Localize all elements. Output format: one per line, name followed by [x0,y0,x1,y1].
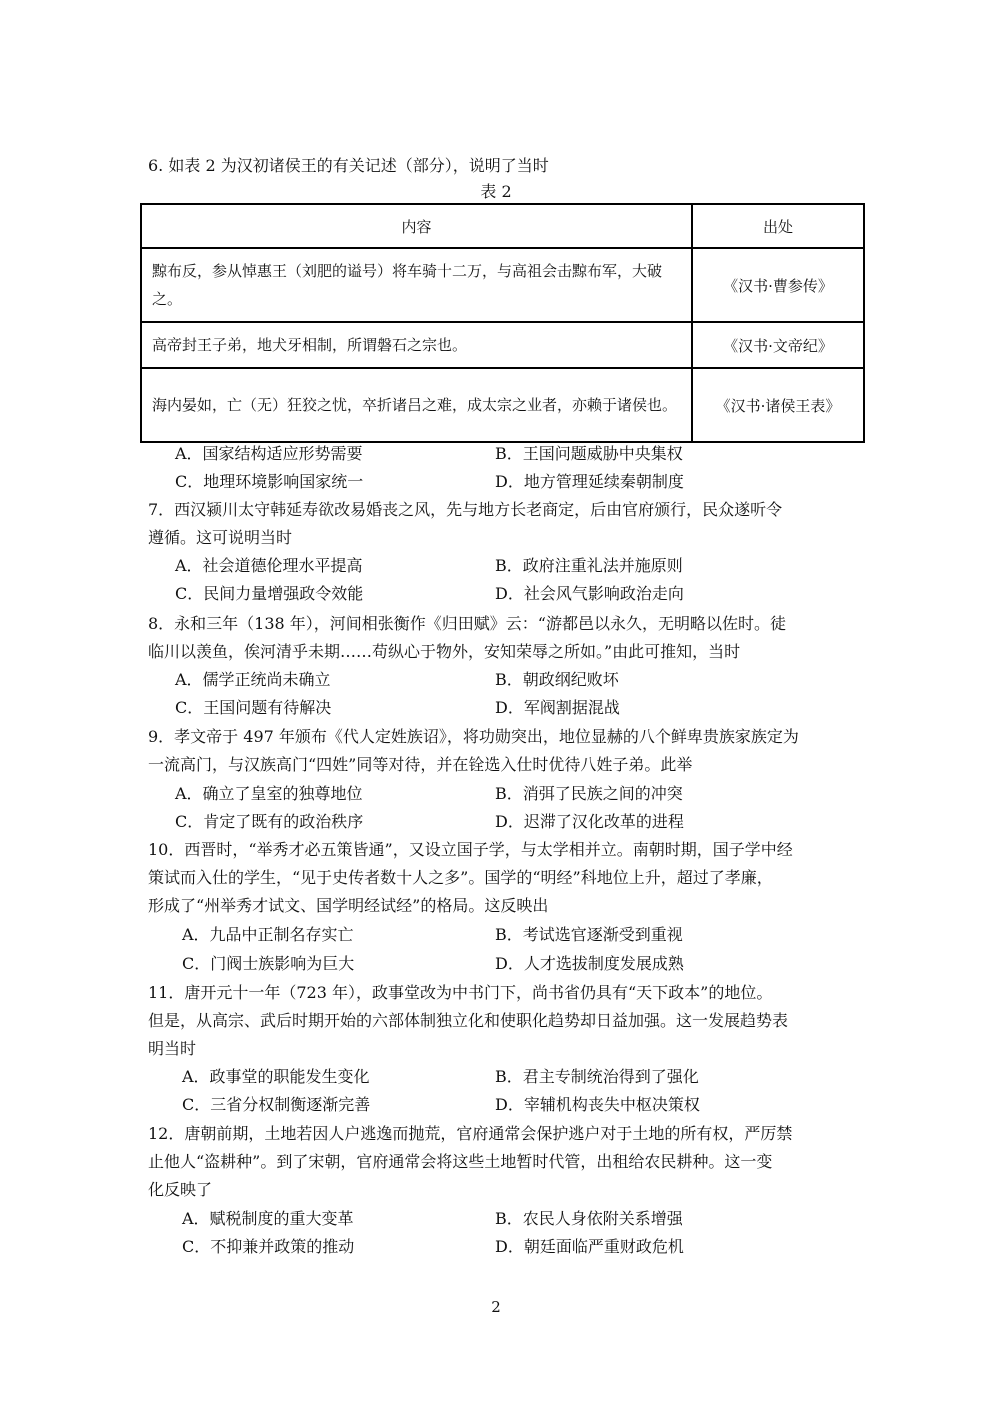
q8-option-b: B．朝政纲纪败坏 [495,670,619,689]
table-cell-source: 《汉书·曹参传》 [692,248,864,322]
q8-line-1: 8．永和三年（138 年），河间相张衡作《归田赋》云：“游都邑以永久，无明略以佐时。徒 [148,614,786,633]
q7-option-b: B．政府注重礼法并施原则 [495,556,683,575]
table-caption: 表 2 [480,182,512,201]
table-cell-content: 高帝封王子弟，地犬牙相制，所谓磐石之宗也。 [141,322,692,368]
q10-line-2: 策试而入仕的学生，“见于史传者数十人之多”。国学的“明经”科地位上升，超过了孝廉， [148,868,773,887]
q6-option-d: D．地方管理延续秦朝制度 [495,472,684,491]
table-cell-source: 《汉书·文帝纪》 [692,322,864,368]
table-cell-content: 海内晏如，亡（无）狂狡之忧，卒折诸吕之难，成太宗之业者，亦赖于诸侯也。 [141,368,692,442]
q11-line-2: 但是，从高宗、武后时期开始的六部体制独立化和使职化趋势却日益加强。这一发展趋势表 [148,1011,789,1030]
q6-option-b: B．王国问题威胁中央集权 [495,444,683,463]
q7-line-1: 7．西汉颍川太守韩延寿欲改易婚丧之风，先与地方长老商定，后由官府颁行，民众遂听令 [148,500,783,519]
q12-option-d: D．朝廷面临严重财政危机 [495,1237,684,1256]
q9-option-d: D．迟滞了汉化改革的进程 [495,812,684,831]
q7-option-a: A．社会道德伦理水平提高 [175,556,363,575]
table-header-content: 内容 [141,204,692,248]
q6-stem: 6. 如表 2 为汉初诸侯王的有关记述（部分），说明了当时 [148,156,549,175]
q8-option-d: D．军阀割据混战 [495,698,620,717]
q9-option-b: B．消弭了民族之间的冲突 [495,784,683,803]
q11-option-a: A．政事堂的职能发生变化 [182,1067,370,1086]
q11-line-1: 11．唐开元十一年（723 年），政事堂改为中书门下，尚书省仍具有“天下政本”的地位。 [148,983,773,1002]
q12-option-a: A．赋税制度的重大变革 [182,1209,354,1228]
q7-option-c: C．民间力量增强政令效能 [175,584,364,603]
table-row [141,322,864,368]
q9-option-c: C．肯定了既有的政治秩序 [175,812,364,831]
q10-option-d: D．人才选拔制度发展成熟 [495,954,684,973]
table-cell-source: 《汉书·诸侯王表》 [692,368,864,442]
q11-line-3: 明当时 [148,1039,197,1058]
q12-line-1: 12．唐朝前期，土地若因人户逃逸而抛荒，官府通常会保护逃户对于土地的所有权，严厉禁 [148,1124,793,1143]
q8-line-2: 临川以羡鱼，俟河清乎未期……苟纵心于物外，安知荣辱之所如。”由此可推知，当时 [148,642,741,661]
q6-option-a: A．国家结构适应形势需要 [175,444,363,463]
q12-option-b: B．农民人身依附关系增强 [495,1209,683,1228]
table-header-source: 出处 [692,204,864,248]
q10-line-3: 形成了“州举秀才试文、国学明经试经”的格局。这反映出 [148,896,549,915]
q8-option-a: A．儒学正统尚未确立 [175,670,331,689]
q9-line-2: 一流高门，与汉族高门“四姓”同等对待，并在铨选入仕时优待八姓子弟。此举 [148,755,693,774]
q10-line-1: 10．西晋时，“举秀才必五策皆通”，又设立国子学，与太学相并立。南朝时期，国子学中经 [148,840,793,859]
q11-option-d: D．宰辅机构丧失中枢决策权 [495,1095,700,1114]
q10-option-c: C．门阀士族影响为巨大 [182,954,355,973]
q7-line-2: 遵循。这可说明当时 [148,528,293,547]
q11-option-b: B．君主专制统治得到了强化 [495,1067,699,1086]
q6-option-c: C．地理环境影响国家统一 [175,472,364,491]
q12-option-c: C．不抑兼并政策的推动 [182,1237,355,1256]
table-row [141,368,864,442]
page-number: 2 [491,1298,501,1316]
q10-option-a: A．九品中正制名存实亡 [182,925,354,944]
table-cell-content: 黥布反，参从悼惠王（刘肥的谥号）将车骑十二万，与高祖会击黥布军，大破之。 [141,248,692,322]
table-2 [140,203,865,443]
q9-option-a: A．确立了皇室的独尊地位 [175,784,363,803]
q7-option-d: D．社会风气影响政治走向 [495,584,684,603]
q10-option-b: B．考试选官逐渐受到重视 [495,925,683,944]
q9-line-1: 9．孝文帝于 497 年颁布《代人定姓族诏》，将功勋突出，地位显赫的八个鲜卑贵族家族定为 [148,727,799,746]
q8-option-c: C．王国问题有待解决 [175,698,332,717]
q12-line-2: 止他人“盗耕种”。到了宋朝，官府通常会将这些土地暂时代管，出租给农民耕种。这一变 [148,1152,773,1171]
q12-line-3: 化反映了 [148,1180,213,1199]
q11-option-c: C．三省分权制衡逐渐完善 [182,1095,371,1114]
table-row [141,248,864,322]
